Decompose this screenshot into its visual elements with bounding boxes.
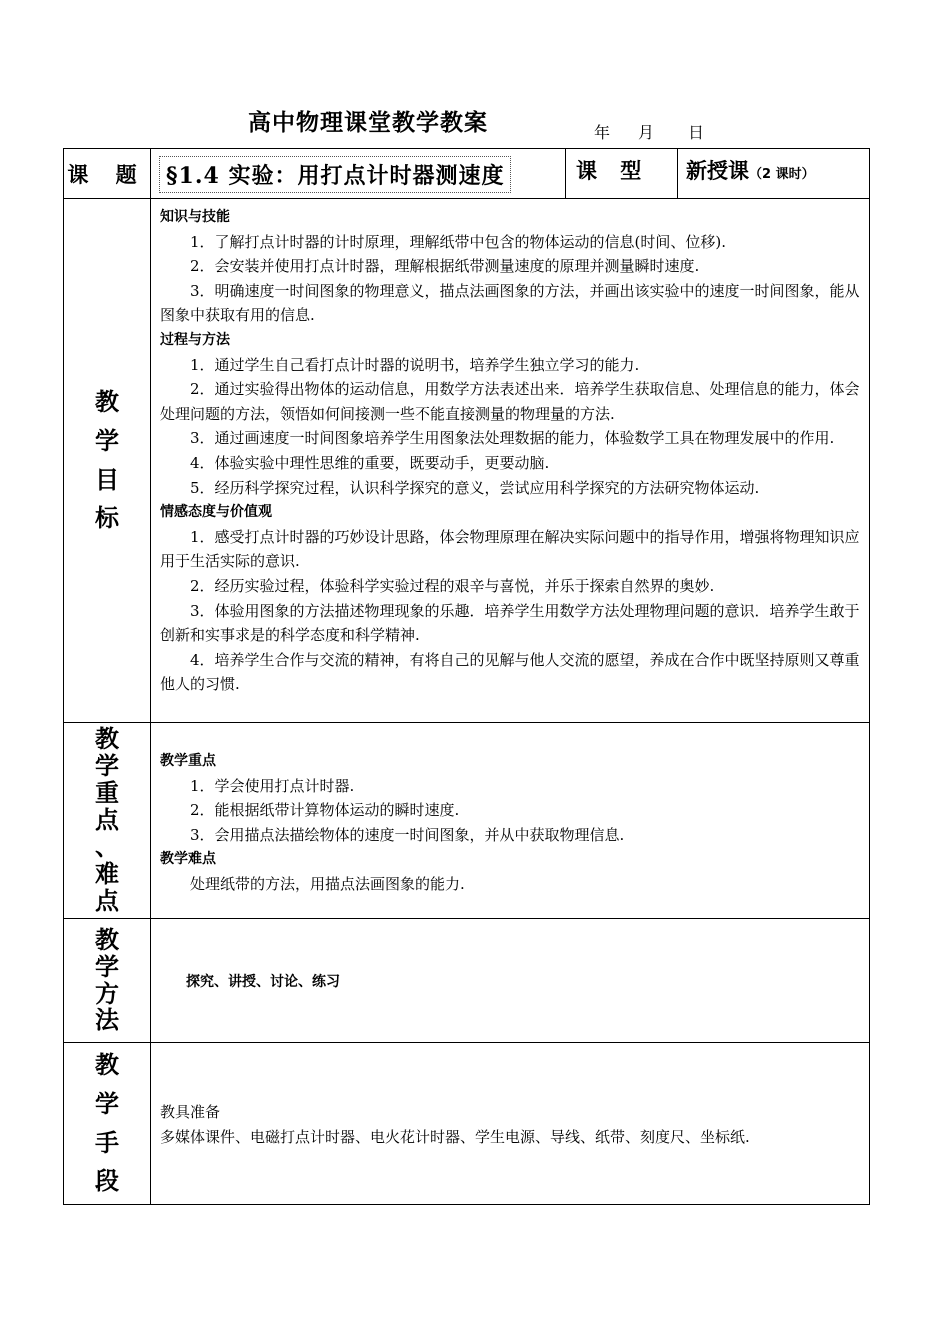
type-value-cell [678, 149, 870, 199]
methods-text: 探究、讲授、讨论、练习 [186, 973, 340, 990]
list-item: 1．了解打点计时器的计时原理，理解纸带中包含的物体运动的信息(时间、位移). [190, 232, 727, 251]
list-item: 1．学会使用打点计时器. [190, 776, 355, 795]
date-line [594, 120, 704, 143]
list-item: 4．培养学生合作与交流的精神，有将自己的见解与他人交流的愿望，养成在合作中既坚持原则又尊重他人的习惯. [160, 650, 860, 694]
date-year: 年 [594, 123, 611, 142]
list-item: 3．体验用图象的方法描述物理现象的乐趣．培养学生用数学方法处理物理问题的意识．培养学生敢于创新和实事求是的科学态度和科学精神. [160, 601, 860, 645]
means-row [64, 1043, 870, 1205]
emotion-heading: 情感态度与价值观 [160, 504, 272, 521]
means-content [151, 1043, 870, 1205]
focus-heading: 教学重点 [160, 753, 216, 769]
date-day: 日 [688, 123, 705, 142]
objectives-label: 教 学 目 标 [64, 199, 151, 723]
knowledge-heading: 知识与技能 [160, 209, 230, 225]
topic-label: 课 题 [64, 149, 151, 199]
list-item: 1．感受打点计时器的巧妙设计思路，体会物理原理在解决实际问题中的指导作用，增强将物理知识应用于生活实际的意识. [160, 527, 860, 571]
document-title: 高中物理课堂教学教案 [248, 109, 488, 136]
objectives-row [64, 199, 870, 723]
list-item: 2．通过实验得出物体的运动信息，用数学方法表述出来．培养学生获取信息、处理信息的能力，体会处理问题的方法，领悟如何间接测一些不能直接测量的物理量的方法. [160, 380, 860, 423]
tools-heading: 教具准备 [160, 1102, 221, 1121]
methods-label: 教 学 方 法 [64, 919, 151, 1043]
page-header [0, 104, 950, 144]
type-value: 新授课 [686, 158, 749, 183]
key-points-content [151, 723, 870, 919]
list-item: 1．通过学生自己看打点计时器的说明书，培养学生独立学习的能力. [190, 355, 640, 374]
list-item: 2．经历实验过程，体验科学实验过程的艰辛与喜悦，并乐于探索自然界的奥妙. [190, 576, 715, 595]
difficulty-text: 处理纸带的方法，用描点法画图象的能力. [190, 874, 465, 893]
list-item: 4．体验实验中理性思维的重要，既要动手，更要动脑. [190, 453, 550, 472]
list-item: 2．会安装并使用打点计时器，理解根据纸带测量速度的原理并测量瞬时速度. [190, 257, 700, 276]
list-item: 2．能根据纸带计算物体运动的瞬时速度. [190, 801, 460, 820]
means-label: 教 学 手 段 [64, 1043, 151, 1205]
methods-row [64, 919, 870, 1043]
tools-text: 多媒体课件、电磁打点计时器、电火花计时器、学生电源、导线、纸带、刻度尺、坐标纸. [160, 1127, 750, 1146]
list-item: 3．会用描点法描绘物体的速度一时间图象，并从中获取物理信息. [190, 825, 625, 844]
date-month: 月 [638, 123, 655, 142]
list-item: 3．通过画速度一时间图象培养学生用图象法处理数据的能力，体验数学工具在物理发展中的作用. [190, 429, 835, 448]
objectives-content [151, 199, 870, 723]
difficulty-heading: 教学难点 [160, 851, 216, 868]
lesson-title-cell [151, 149, 566, 199]
lesson-title: §1.4 实验：用打点计时器测速度 [159, 156, 511, 193]
list-item: 3．明确速度一时间图象的物理意义，描点法画图象的方法，并画出该实验中的速度一时间图象，能从图象中获取有用的信息. [160, 281, 860, 325]
process-heading: 过程与方法 [160, 331, 230, 348]
topic-row [64, 149, 870, 199]
type-label: 课 型 [566, 149, 678, 199]
lesson-plan-table [63, 148, 870, 1205]
key-points-label: 教 学 重 点 、 难 点 [64, 723, 151, 919]
type-note: （2 课时） [749, 167, 815, 182]
key-points-row [64, 723, 870, 919]
methods-content [151, 919, 870, 1043]
list-item: 5．经历科学探究过程，认识科学探究的意义，尝试应用科学探究的方法研究物体运动. [190, 478, 760, 497]
